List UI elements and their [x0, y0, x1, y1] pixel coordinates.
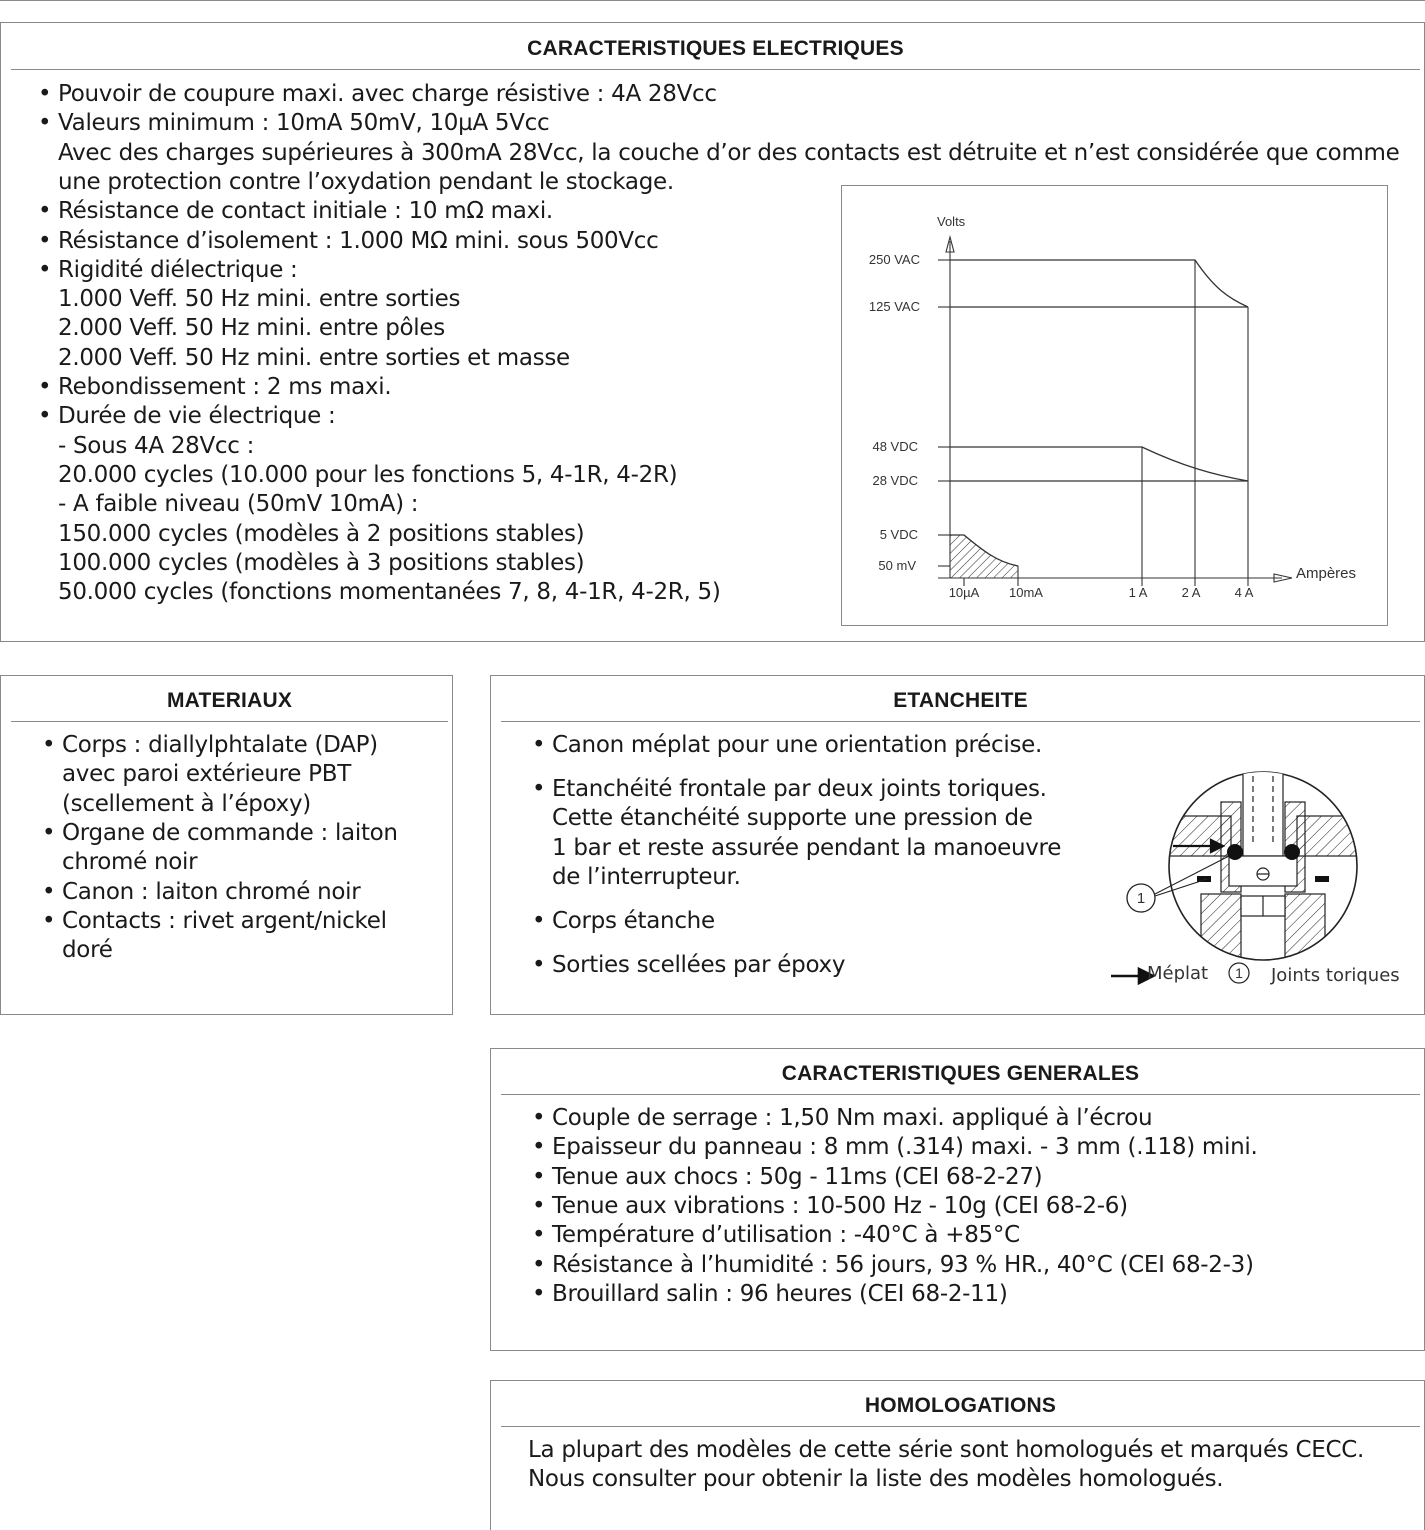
text-line: - A faible niveau (50mV 10mA) : [58, 491, 419, 518]
bullet-line: • Résistance de contact initiale : 10 mΩ maxi. [58, 197, 553, 226]
text-line: 1 bar et reste assurée pendant la manoeuvre [552, 835, 1062, 861]
bullet-line: • Couple de serrage : 1,50 Nm maxi. appliqué à l’écrou [552, 1104, 1152, 1133]
materials-section [0, 675, 453, 1015]
seal-cross-section-diagram [1111, 766, 1421, 1006]
callout-number: 1 [1136, 890, 1146, 907]
text-line: 20.000 cycles (10.000 pour les fonctions 5, 4-1R, 4-2R) [58, 461, 678, 488]
bullet-line: • Rebondissement : 2 ms maxi. [58, 373, 391, 402]
text-line: de l’interrupteur. [552, 864, 741, 890]
y-tick-label: 28 VDC [872, 473, 918, 488]
o-ring-right [1284, 844, 1300, 860]
bullet-line: • Contacts : rivet argent/nickel [62, 907, 387, 936]
section-title: HOMOLOGATIONS [864, 1394, 1057, 1417]
bullet-line: • Résistance d’isolement : 1.000 MΩ mini. sous 500Vcc [58, 227, 659, 256]
bullet-line: • Tenue aux vibrations : 10-500 Hz - 10g (CEI 68-2-6) [552, 1192, 1128, 1221]
seal-diagram-svg [1111, 766, 1421, 1006]
series-250vac [950, 260, 1248, 307]
y-tick-label: 250 VAC [868, 252, 920, 267]
x-tick-label: 4 A [1234, 585, 1254, 600]
chart-series [950, 260, 1248, 566]
bullet-line: • Canon : laiton chromé noir [62, 878, 360, 907]
approvals-section [490, 1380, 1425, 1530]
sealing-section [490, 675, 1425, 1015]
legend-oring: Joints toriques [1271, 965, 1400, 986]
section-rule [11, 69, 1420, 70]
text-line: avec paroi extérieure PBT [62, 761, 351, 788]
y-axis-label: Volts [937, 214, 966, 229]
legend-flat: Méplat [1147, 963, 1209, 984]
y-tick-label: 125 VAC [868, 299, 920, 314]
bullet-line: • Rigidité diélectrique : [58, 256, 298, 285]
series-48vdc [950, 447, 1248, 481]
bullet-line: • Corps étanche [552, 907, 715, 936]
x-tick-label: 10mA [1009, 585, 1043, 600]
y-tick-label: 5 VDC [879, 527, 918, 542]
general-section [490, 1048, 1425, 1351]
text-line: 100.000 cycles (modèles à 3 positions stables) [58, 549, 585, 576]
section-rule [501, 1426, 1420, 1427]
text-line: (scellement à l’époxy) [62, 790, 311, 817]
y-ticks [938, 260, 950, 566]
section-title: CARACTERISTIQUES ELECTRIQUES [527, 37, 904, 60]
text-line: Nous consulter pour obtenir la liste des modèles homologués. [528, 1466, 1224, 1493]
text-line: doré [62, 937, 113, 964]
bullet-line: • Brouillard salin : 96 heures (CEI 68-2-11) [552, 1280, 1008, 1309]
electrical-section [0, 22, 1425, 642]
bullet-line: • Température d’utilisation : -40°C à +85°C [552, 1221, 1020, 1250]
bullet-line: • Durée de vie électrique : [58, 402, 335, 431]
bullet-line: • Sorties scellées par époxy [552, 951, 845, 980]
text-line: 150.000 cycles (modèles à 2 positions stables) [58, 520, 585, 547]
text-line: Cette étanchéité supporte une pression de [552, 805, 1033, 831]
y-tick-label: 48 VDC [872, 439, 918, 454]
chart-svg [842, 186, 1387, 625]
section-rule [501, 721, 1420, 722]
bullet-line: • Pouvoir de coupure maxi. avec charge résistive : 4A 28Vcc [58, 80, 717, 109]
top-divider [0, 0, 1425, 1]
hatched-region [950, 535, 1018, 578]
text-line: La plupart des modèles de cette série sont homologués et marqués CECC. [528, 1437, 1365, 1463]
section-title: ETANCHEITE [893, 689, 1028, 712]
bullet-line: • Organe de commande : laiton [62, 819, 398, 848]
text-line: 50.000 cycles (fonctions momentanées 7, 8, 4-1R, 4-2R, 5) [58, 579, 721, 606]
text-line: 1.000 Veff. 50 Hz mini. entre sorties [58, 286, 461, 313]
text-line: - Sous 4A 28Vcc : [58, 432, 255, 459]
section-title: CARACTERISTIQUES GENERALES [781, 1062, 1140, 1085]
text-line: une protection contre l’oxydation pendant le stockage. [58, 168, 674, 195]
x-tick-label: 10µA [948, 585, 980, 600]
legend-oring-number: 1 [1235, 965, 1243, 981]
section-rule [501, 1094, 1420, 1095]
bullet-line: • Etanchéité frontale par deux joints toriques. [552, 775, 1047, 804]
bullet-line: • Corps : diallylphtalate (DAP) [62, 731, 378, 760]
x-axis-label: Ampères [1296, 565, 1357, 582]
voltage-current-chart [841, 185, 1388, 626]
text-line: chromé noir [62, 849, 198, 876]
bullet-line: • Canon méplat pour une orientation précise. [552, 731, 1042, 760]
chart-axes [938, 237, 1292, 582]
bullet-line: • Epaisseur du panneau : 8 mm (.314) maxi. - 3 mm (.118) mini. [552, 1133, 1257, 1162]
section-title: MATERIAUX [166, 689, 293, 712]
text-line: Avec des charges supérieures à 300mA 28Vcc, la couche d’or des contacts est détruite et n’est considérée que comme [58, 139, 1400, 166]
bullet-line: • Valeurs minimum : 10mA 50mV, 10µA 5Vcc [58, 109, 549, 138]
text-line: 2.000 Veff. 50 Hz mini. entre pôles [58, 315, 445, 342]
x-tick-label: 2 A [1181, 585, 1201, 600]
section-rule [11, 721, 448, 722]
bullet-line: • Tenue aux chocs : 50g - 11ms (CEI 68-2-27) [552, 1163, 1042, 1192]
text-line: 2.000 Veff. 50 Hz mini. entre sorties et masse [58, 344, 570, 371]
bullet-line: • Résistance à l’humidité : 56 jours, 93 % HR., 40°C (CEI 68-2-3) [552, 1251, 1254, 1280]
y-tick-label: 50 mV [878, 558, 916, 573]
x-tick-label: 1 A [1128, 585, 1148, 600]
o-ring-left [1227, 844, 1243, 860]
x-ticks [964, 260, 1248, 586]
